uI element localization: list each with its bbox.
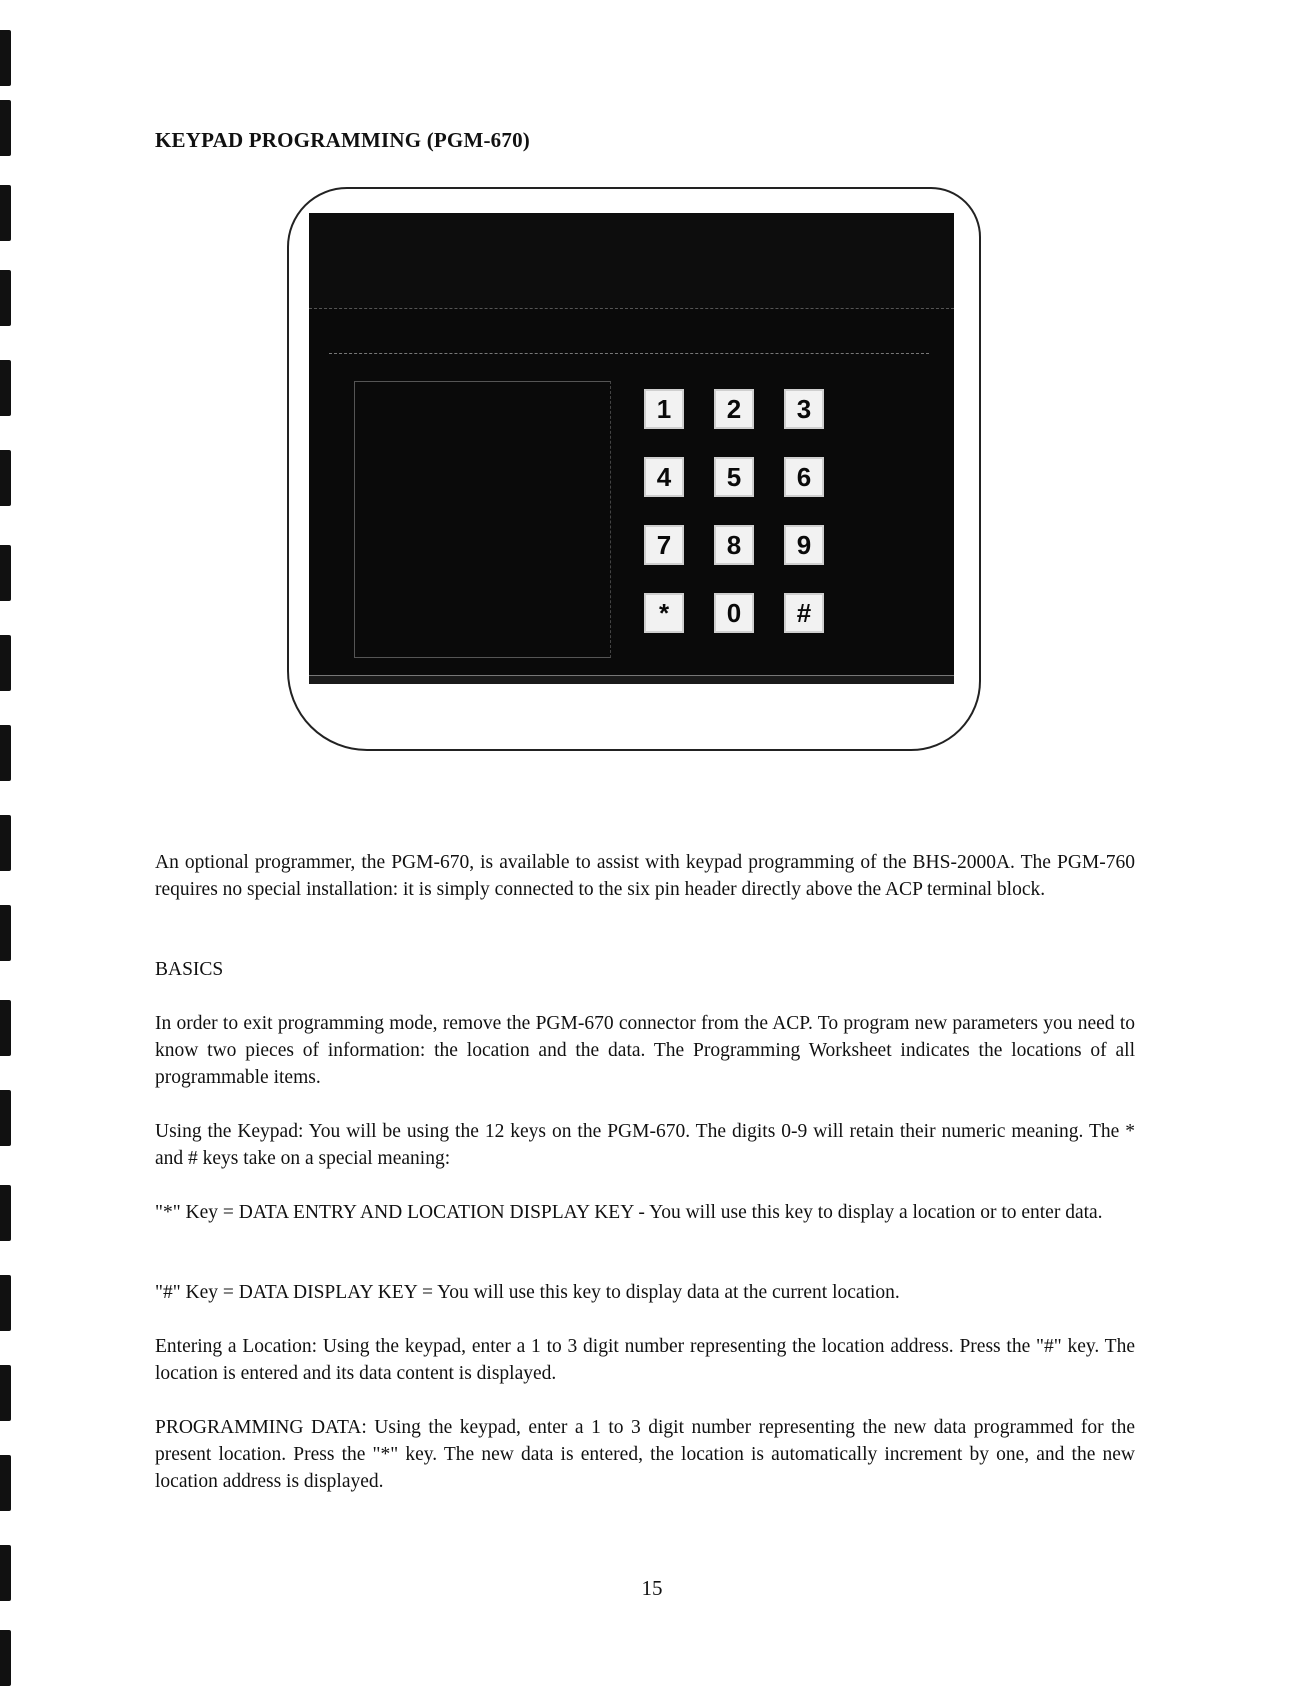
binding-hole xyxy=(0,545,11,601)
binding-hole xyxy=(0,905,11,961)
keypad-key: 3 xyxy=(784,389,824,429)
paragraph-using-keypad: Using the Keypad: You will be using the 12 keys on the PGM-670. The digits 0-9 will retain their numeric meaning. The * and # keys take on a special meaning: xyxy=(155,1121,1135,1169)
paragraph-exit-mode: In order to exit programming mode, remove the PGM-670 connector from the ACP. To program new parameters you need to know two pieces of information: the location and the data. The Programming Worksheet indicates the locations of all programmable items. xyxy=(155,1013,1135,1088)
binding-hole xyxy=(0,815,11,871)
paragraph-programming-data: PROGRAMMING DATA: Using the keypad, enter a 1 to 3 digit number representing the new data programmed for the present location. Press the "*" key. The new data is entered, the location is automatically increment by one, and the new location address is displayed. xyxy=(155,1417,1135,1492)
section-heading-basics: BASICS xyxy=(155,959,224,980)
binding-hole xyxy=(0,1630,11,1686)
device-display-window xyxy=(354,381,611,658)
device-divider xyxy=(329,353,929,354)
binding-hole xyxy=(0,635,11,691)
programmer-device xyxy=(309,213,954,683)
keypad-key: 8 xyxy=(714,525,754,565)
keypad xyxy=(644,389,874,659)
binding-hole xyxy=(0,185,11,241)
binding-hole xyxy=(0,1090,11,1146)
keypad-key: 4 xyxy=(644,457,684,497)
paragraph-intro: An optional programmer, the PGM-670, is available to assist with keypad programming of the BHS-2000A. The PGM-760 requires no special installation: it is simply connected to the six pin header directly above the ACP terminal block. xyxy=(155,852,1135,900)
keypad-key: 5 xyxy=(714,457,754,497)
keypad-key: 6 xyxy=(784,457,824,497)
binding-hole xyxy=(0,1275,11,1331)
binding-hole xyxy=(0,270,11,326)
keypad-key: 2 xyxy=(714,389,754,429)
binding-hole xyxy=(0,1365,11,1421)
keypad-key: * xyxy=(644,593,684,633)
paragraph-star-key: "*" Key = DATA ENTRY AND LOCATION DISPLAY KEY - You will use this key to display a location or to enter data. xyxy=(155,1202,1103,1223)
binding-hole xyxy=(0,450,11,506)
paragraph-entering-location: Entering a Location: Using the keypad, enter a 1 to 3 digit number representing the location address. Press the "#" key. The location is entered and its data content is displayed. xyxy=(155,1336,1135,1384)
binding-hole xyxy=(0,1000,11,1056)
paragraph-hash-key: "#" Key = DATA DISPLAY KEY = You will use this key to display data at the current location. xyxy=(155,1282,900,1303)
binding-hole xyxy=(0,1185,11,1241)
page-number: 15 xyxy=(641,1576,663,1600)
keypad-key: 0 xyxy=(714,593,754,633)
binding-hole xyxy=(0,1455,11,1511)
page-title: KEYPAD PROGRAMMING (PGM-670) xyxy=(155,128,530,152)
keypad-key: 9 xyxy=(784,525,824,565)
keypad-key: # xyxy=(784,593,824,633)
device-photo xyxy=(287,187,981,751)
binding-hole xyxy=(0,360,11,416)
binding-holes xyxy=(0,0,16,1692)
keypad-key: 7 xyxy=(644,525,684,565)
keypad-key: 1 xyxy=(644,389,684,429)
device-base xyxy=(309,675,954,684)
device-top-panel xyxy=(309,213,954,309)
binding-hole xyxy=(0,100,11,156)
binding-hole xyxy=(0,725,11,781)
binding-hole xyxy=(0,30,11,86)
